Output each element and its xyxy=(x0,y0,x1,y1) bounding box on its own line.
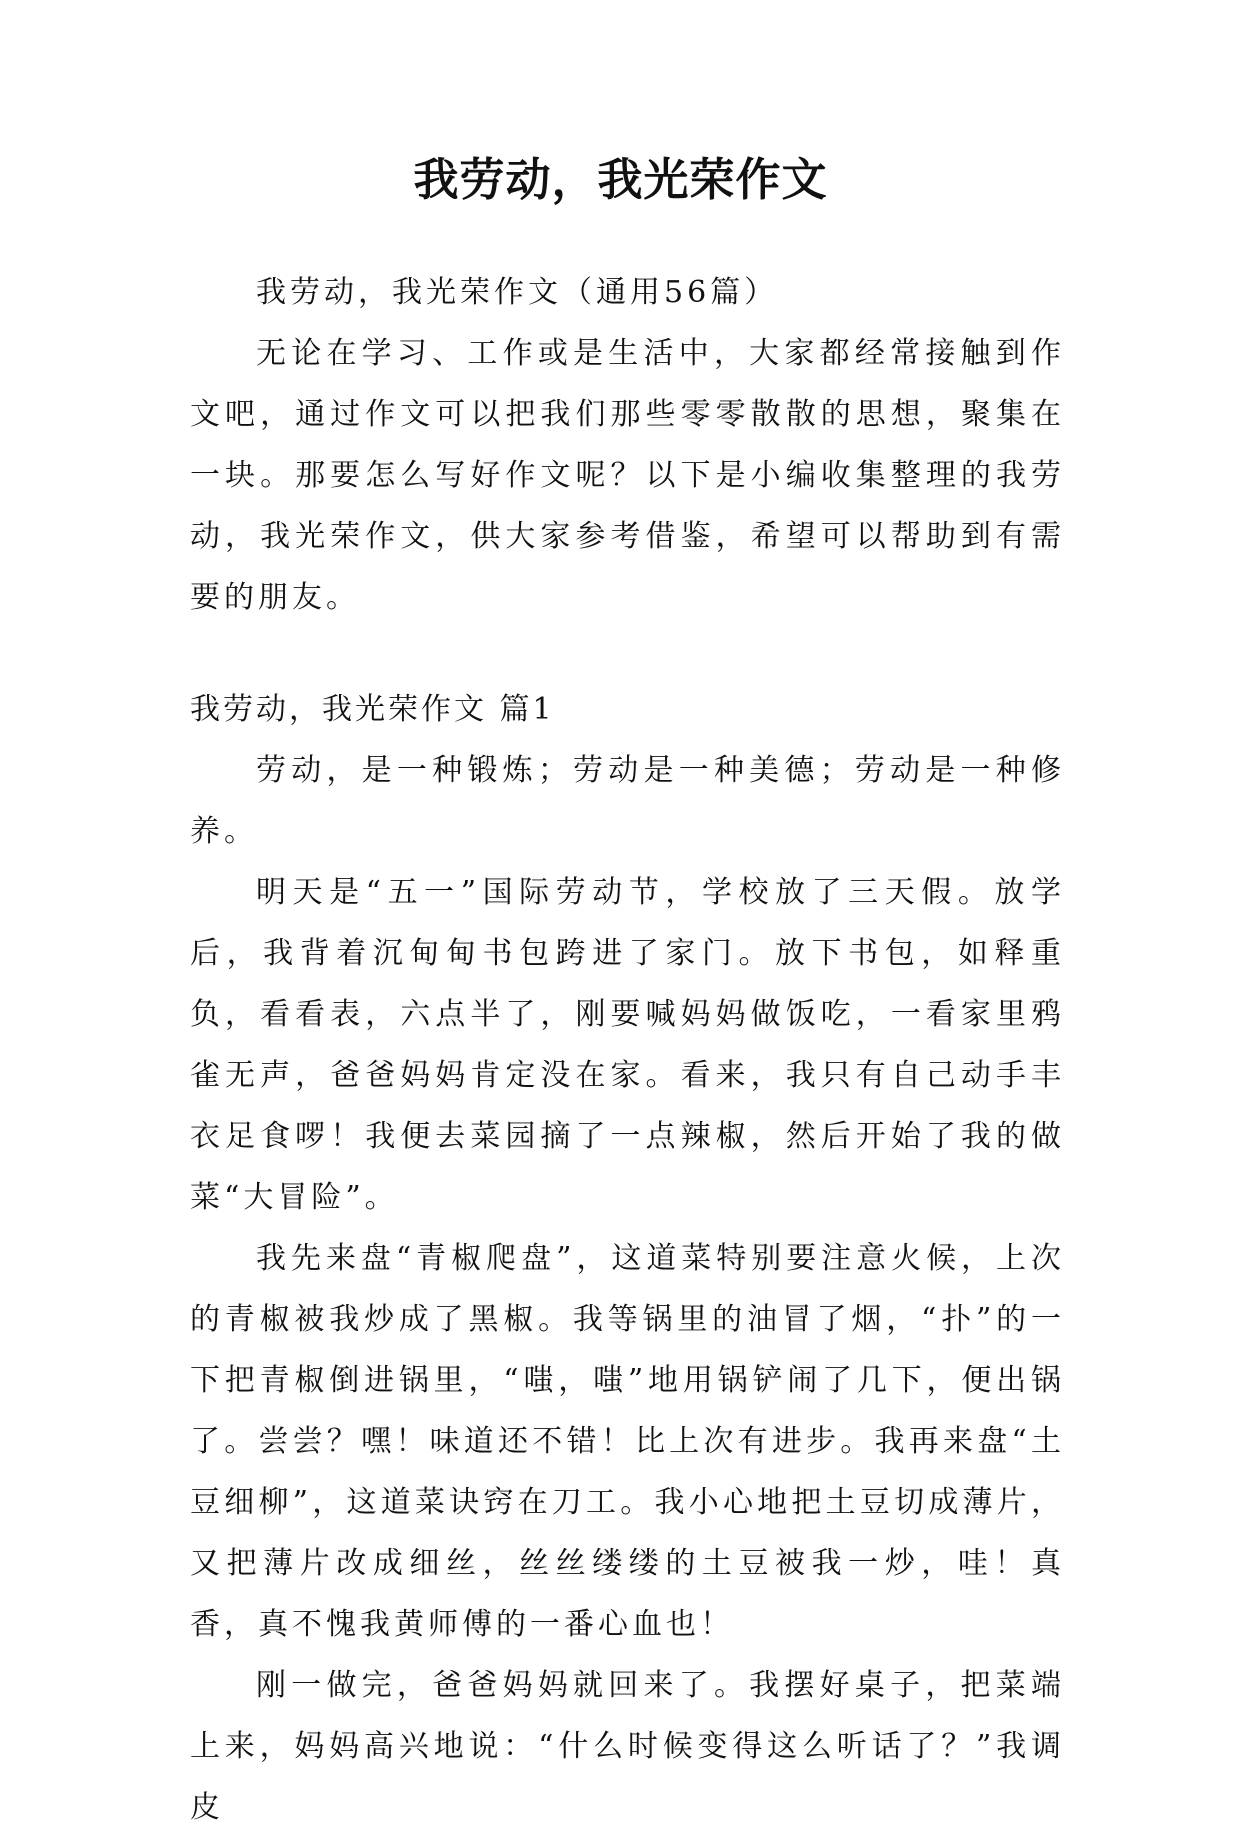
document-subtitle: 我劳动，我光荣作文（通用56篇） xyxy=(256,275,779,310)
body-paragraph: 劳动，是一种锻炼；劳动是一种美德；劳动是一种修养。 xyxy=(190,753,1065,849)
document-body xyxy=(190,262,1065,1838)
body-paragraph: 刚一做完，爸爸妈妈就回来了。我摆好桌子，把菜端上来，妈妈高兴地说：“什么时候变得这么听话了？”我调皮 xyxy=(190,1668,1065,1825)
section-heading: 我劳动，我光荣作文 篇1 xyxy=(190,692,555,727)
body-paragraph: 明天是“五一”国际劳动节，学校放了三天假。放学后，我背着沉甸甸书包跨进了家门。放下书包，如释重负，看看表，六点半了，刚要喊妈妈做饭吃，一看家里鸦雀无声，爸爸妈妈肯定没在家。看来，我只有自己动手丰衣足食啰！我便去菜园摘了一点辣椒，然后开始了我的做菜“大冒险”。 xyxy=(190,875,1065,1215)
intro-paragraph: 无论在学习、工作或是生活中，大家都经常接触到作文吧，通过作文可以把我们那些零零散散的思想，聚集在一块。那要怎么写好作文呢？以下是小编收集整理的我劳动，我光荣作文，供大家参考借鉴，希望可以帮助到有需要的朋友。 xyxy=(190,336,1065,615)
body-paragraph: 我先来盘“青椒爬盘”，这道菜特别要注意火候，上次的青椒被我炒成了黑椒。我等锅里的油冒了烟，“扑”的一下把青椒倒进锅里，“嗤，嗤”地用锅铲闹了几下，便出锅了。尝尝？嘿！味道还不错！比上次有进步。我再来盘“土豆细柳”，这道菜诀窍在刀工。我小心地把土豆切成薄片，又把薄片改成细丝，丝丝缕缕的土豆被我一炒，哇！真香，真不愧我黄师傅的一番心血也！ xyxy=(190,1241,1065,1642)
document-title: 我劳动，我光荣作文 xyxy=(413,153,828,206)
